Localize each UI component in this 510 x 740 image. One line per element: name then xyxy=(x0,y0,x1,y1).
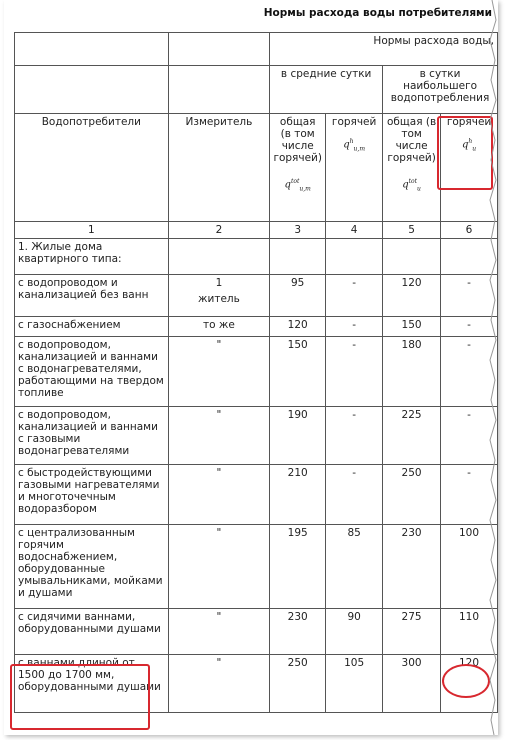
row-meter: " xyxy=(168,337,270,407)
table-row xyxy=(15,609,498,655)
header-total-max xyxy=(383,114,441,222)
header-max-day: в сутки наибольшего водопотребления xyxy=(383,66,498,114)
torn-edge xyxy=(486,0,498,735)
header-hot-avg xyxy=(326,114,383,222)
total-avg-label: общая (в том числе горячей) xyxy=(273,116,322,164)
row-c3: 210 xyxy=(270,465,326,525)
header-meter: Измеритель xyxy=(168,114,270,222)
row-c4: 105 xyxy=(326,655,383,713)
table-row xyxy=(15,465,498,525)
header-avg-day: в средние сутки xyxy=(270,66,383,114)
col-number-3: 3 xyxy=(270,222,326,239)
row-name: с водопроводом и канализацией без ванн xyxy=(15,275,169,317)
row-c5: 150 xyxy=(383,317,441,337)
table-row xyxy=(15,275,498,317)
row-c6: - xyxy=(441,465,498,525)
water-norms-table xyxy=(14,32,498,713)
row-name: с централизованным горячим водоснабжением, оборудованные умывальниками, мойками и душами xyxy=(15,525,169,609)
row-c4: 90 xyxy=(326,609,383,655)
table-row xyxy=(15,525,498,609)
total-max-label: общая (в том числе горячей) xyxy=(386,116,437,164)
row-c6: - xyxy=(441,407,498,465)
col-number-4: 4 xyxy=(326,222,383,239)
row-name: с сидячими ваннами, оборудованными душами xyxy=(15,609,169,655)
total-max-symbol: $q^{tot}_u$ xyxy=(402,178,421,193)
row-c5: 230 xyxy=(383,525,441,609)
hot-avg-label: горячей xyxy=(331,116,377,128)
hot-max-symbol: $q^h_u$ xyxy=(461,138,477,153)
row-c4: - xyxy=(326,465,383,525)
header-empty-4 xyxy=(168,66,270,114)
row-c3: 150 xyxy=(270,337,326,407)
row-c4: - xyxy=(326,337,383,407)
header-norms: Нормы расхода воды, xyxy=(270,33,498,66)
col-number-2: 2 xyxy=(168,222,270,239)
header-total-avg xyxy=(270,114,326,222)
total-avg-symbol: $q^{tot}_{u,m}$ xyxy=(284,178,311,193)
row-c5: 300 xyxy=(383,655,441,713)
row-c3: 120 xyxy=(270,317,326,337)
col-number-5: 5 xyxy=(383,222,441,239)
row-meter: " xyxy=(168,655,270,713)
section-heading: 1. Жилые дома квартирного типа: xyxy=(15,239,169,275)
row-c6: 120 xyxy=(441,655,498,713)
row-meter: " xyxy=(168,465,270,525)
col-number-1: 1 xyxy=(15,222,169,239)
row-c4: 85 xyxy=(326,525,383,609)
row-c5: 180 xyxy=(383,337,441,407)
highlight-value-circle xyxy=(442,664,490,698)
row-c3: 195 xyxy=(270,525,326,609)
row-name: с водопроводом, канализацией и ваннами с газовыми водонагревателями xyxy=(15,407,169,465)
row-c5: 275 xyxy=(383,609,441,655)
row-meter: то же xyxy=(168,317,270,337)
row-c3: 95 xyxy=(270,275,326,317)
header-empty-2 xyxy=(168,33,270,66)
row-c3: 250 xyxy=(270,655,326,713)
row-name: с газоснабжением xyxy=(15,317,169,337)
row-name: с быстродействующими газовыми нагревателями и многоточечным водоразбором xyxy=(15,465,169,525)
row-meter: 1 житель xyxy=(168,275,270,317)
highlight-hot-max-header xyxy=(437,116,493,190)
col-number-6: 6 xyxy=(441,222,498,239)
row-c4: - xyxy=(326,317,383,337)
document-page xyxy=(4,0,498,735)
row-c5: 120 xyxy=(383,275,441,317)
table-title: Нормы расхода воды потребителями xyxy=(263,7,492,19)
table-row xyxy=(15,407,498,465)
row-c4: - xyxy=(326,407,383,465)
header-empty-3 xyxy=(15,66,169,114)
row-c6: - xyxy=(441,275,498,317)
row-meter: " xyxy=(168,525,270,609)
hot-avg-symbol: $q^h_{u,m}$ xyxy=(343,138,366,153)
row-c5: 225 xyxy=(383,407,441,465)
row-c4: - xyxy=(326,275,383,317)
highlight-last-row-name xyxy=(10,664,150,730)
row-meter: " xyxy=(168,609,270,655)
hot-max-label: горячей xyxy=(446,116,492,128)
row-meter: " xyxy=(168,407,270,465)
row-name: с ваннами длиной от 1500 до 1700 мм, оборудованными душами xyxy=(15,655,169,713)
table-row xyxy=(15,317,498,337)
row-c5: 250 xyxy=(383,465,441,525)
row-c6: - xyxy=(441,317,498,337)
row-c6: 110 xyxy=(441,609,498,655)
table-row xyxy=(15,337,498,407)
row-c6: - xyxy=(441,337,498,407)
row-c3: 190 xyxy=(270,407,326,465)
header-empty-1 xyxy=(15,33,169,66)
row-name: с водопроводом, канализацией и ваннами с водонагревателями, работающими на твердом топливе xyxy=(15,337,169,407)
header-consumers: Водопотребители xyxy=(15,114,169,222)
row-c6: 100 xyxy=(441,525,498,609)
row-c3: 230 xyxy=(270,609,326,655)
